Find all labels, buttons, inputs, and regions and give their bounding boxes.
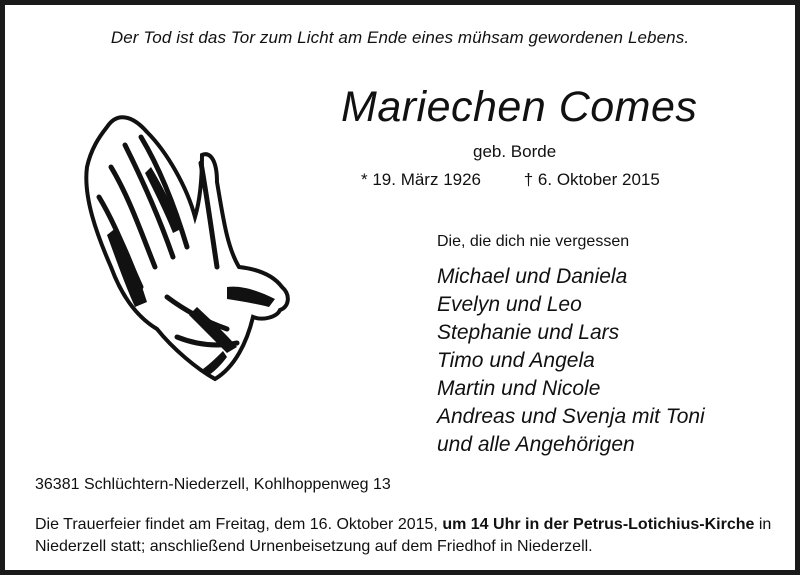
list-item: Evelyn und Leo (437, 293, 582, 316)
birth-name: geb. Borde (473, 142, 557, 161)
mourners-list (437, 263, 705, 459)
mourners-intro: Die, die dich nie vergessen (437, 233, 630, 250)
deceased-name: Mariechen Comes (341, 83, 698, 131)
epigraph-quote: Der Tod ist das Tor zum Licht am Ende eines mühsam gewordenen Lebens. (110, 28, 690, 47)
funeral-notice (35, 514, 775, 558)
funeral-text-start: Die Trauerfeier findet am Freitag, dem 16. Oktober 2015, (35, 516, 438, 533)
list-item: und alle Angehörigen (437, 433, 635, 456)
list-item: Timo und Angela (437, 349, 595, 372)
list-item: Stephanie und Lars (437, 321, 620, 344)
family-address: 36381 Schlüchtern-Niederzell, Kohlhoppenweg 13 (35, 476, 391, 493)
death-date: † 6. Oktober 2015 (523, 170, 660, 189)
praying-hands-icon (77, 107, 295, 383)
funeral-text-end: in Niederzell statt; anschließend Urnenbeisetzung auf dem Friedhof in Niederzell. (35, 516, 772, 555)
funeral-time-location: um 14 Uhr in der Petrus-Lotichius-Kirche (442, 516, 755, 533)
life-dates (361, 170, 660, 190)
birth-date: * 19. März 1926 (361, 170, 482, 189)
list-item: Martin und Nicole (437, 377, 601, 400)
list-item: Michael und Daniela (437, 265, 628, 288)
list-item: Andreas und Svenja mit Toni (437, 405, 705, 428)
